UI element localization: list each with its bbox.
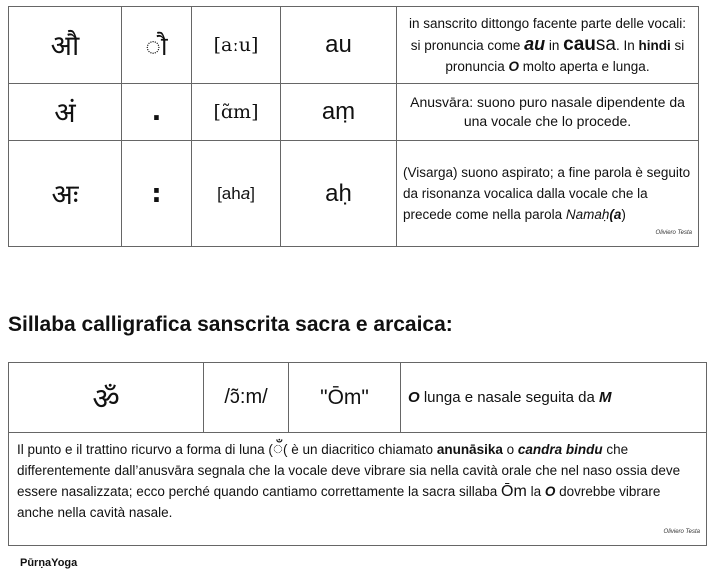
matra-cell: ौ — [122, 7, 192, 84]
om-symbol-cell: ॐ — [9, 363, 204, 433]
table-row — [9, 7, 699, 84]
ipa-cell: [aːu] — [192, 7, 281, 84]
description-cell: (Visarga) suono aspirato; a fine parola è seguito da risonanza vocalica dalla vocale che la precede come nella parola Namaḥ(a) Oliviero Testa — [397, 141, 699, 247]
table-row — [9, 141, 699, 247]
vowel-table — [8, 6, 699, 247]
section-heading: Sillaba calligrafica sanscrita sacra e arcaica: — [8, 313, 453, 336]
matra-cell: : — [122, 141, 192, 247]
matra-cell: . — [122, 84, 192, 141]
candra-bindu-symbol: ँ — [272, 439, 283, 459]
footer-brand: PūrṇaYoga — [20, 557, 78, 569]
latin-cell: "Ōm" — [289, 363, 401, 433]
description-cell: in sanscrito dittongo facente parte delle vocali: si pronuncia come au in causa. In hindi si pronuncia O molto aperta e lunga. — [397, 7, 699, 84]
latin-cell: au — [281, 7, 397, 84]
devanagari-cell: अः — [9, 141, 122, 247]
om-table — [8, 362, 707, 546]
description-cell: Anusvāra: suono puro nasale dipendente da una vocale che lo procede. — [397, 84, 699, 141]
table-row — [9, 363, 707, 433]
signature: Oliviero Testa — [655, 230, 692, 236]
ipa-cell: [aha] — [192, 141, 281, 247]
devanagari-cell: अं — [9, 84, 122, 141]
latin-cell: aṃ — [281, 84, 397, 141]
ipa-cell: /ɔ̃:m/ — [204, 363, 289, 433]
ipa-cell: [ɑ̃m] — [192, 84, 281, 141]
devanagari-cell: औ — [9, 7, 122, 84]
signature: Oliviero Testa — [663, 529, 700, 535]
latin-cell: aḥ — [281, 141, 397, 247]
table-row — [9, 433, 707, 546]
explanation-note: Il punto e il trattino ricurvo a forma di luna (ँ( è un diacritico chiamato anunāsika o candra bindu che differentemente dall’anusvāra segnala che la vocale deve vibrare sia nella cavità orale che nel naso ossia deve essere nasalizzata; ecco perché quando cantiamo correttamente la sacra sillaba Ōm la O dovrebbe vibrare anche nella cavità nasale. Oliviero Testa — [9, 433, 707, 546]
table-row — [9, 84, 699, 141]
description-cell: O lunga e nasale seguita da M — [401, 363, 707, 433]
